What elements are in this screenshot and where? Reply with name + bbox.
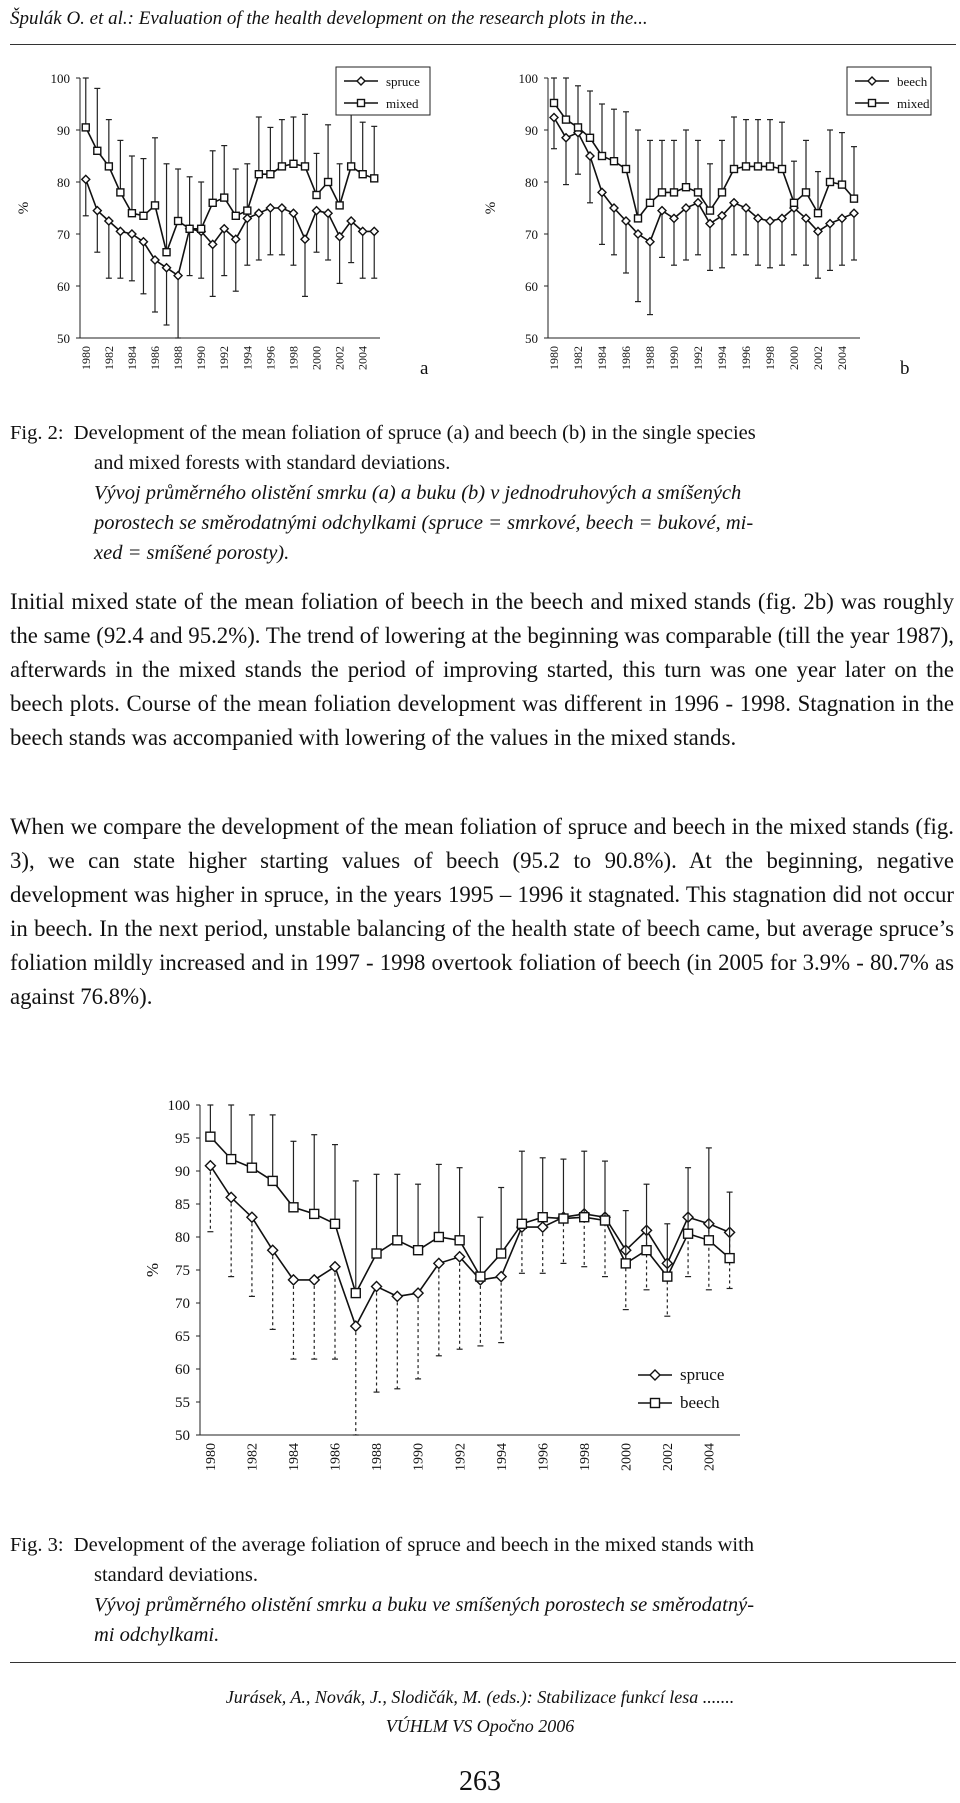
beech-point [850, 209, 858, 217]
y-tick-label: 90 [525, 123, 538, 138]
beech-line [210, 1137, 729, 1293]
fig2b-chart [485, 62, 935, 392]
fig3-caption [10, 1530, 955, 1650]
x-tick-label: 2000 [787, 346, 801, 370]
beech-point [580, 1213, 589, 1222]
fig3-caption-cz-line2: mi odchylkami. [94, 1624, 220, 1646]
footer-citation-line1: Jurásek, A., Novák, J., Slodičák, M. (eds.): Stabilizace funkcí lesa ....... [225, 1687, 735, 1707]
beech-point [434, 1233, 443, 1242]
beech-point [562, 134, 570, 142]
beech-point [642, 1246, 651, 1255]
spruce-point [370, 227, 378, 235]
mixed-point [267, 171, 274, 178]
fig2-caption-english [10, 418, 955, 448]
y-tick-label: 100 [167, 1098, 190, 1114]
y-tick-label: 70 [175, 1296, 190, 1312]
beech-point [559, 1214, 568, 1223]
y-tick-label: 100 [50, 71, 70, 86]
beech-point [725, 1254, 734, 1263]
spruce-point [372, 1282, 382, 1292]
fig3-chart [130, 1085, 810, 1495]
spruce-point [392, 1291, 402, 1301]
fig2-caption [10, 418, 955, 568]
x-tick-label: 1996 [739, 346, 753, 370]
beech-point [550, 114, 558, 122]
spruce-point [351, 1321, 361, 1331]
mixed-point [244, 207, 251, 214]
footer-rule [10, 1662, 956, 1663]
mixed-point [175, 218, 182, 225]
mixed-point [186, 225, 193, 232]
y-tick-label: 80 [525, 175, 538, 190]
y-tick-label: 50 [57, 331, 70, 346]
y-tick-label: 80 [175, 1230, 190, 1246]
mixed-point [575, 124, 582, 131]
x-tick-label: 2004 [835, 346, 849, 370]
x-tick-label: 2002 [660, 1443, 676, 1471]
beech-point [694, 199, 702, 207]
y-tick-label: 60 [57, 279, 70, 294]
mixed-point [290, 160, 297, 167]
mixed-point [839, 181, 846, 188]
mixed-point [635, 215, 642, 222]
body-paragraph-2: When we compare the development of the mean foliation of spruce and beech in the mixed stands (fig. 3), we can state higher starting values of beech (95.2 to 90.8%). At the beginning, negative development was higher in spruce, in the years 1995 – 1996 it stagnated. This stagnation did not occur in beech. In the next period, unstable balancing of the health state of beech came, but average spruce’s foliation mildly increased and in 1997 - 1998 overtook foliation of beech (in 2005 for 3.9% - 80.7% as against 76.8%). [10, 814, 954, 1009]
legend-marker [651, 1399, 660, 1408]
x-tick-label: 2004 [702, 1443, 718, 1471]
y-tick-label: 75 [175, 1263, 190, 1279]
mixed-point [587, 134, 594, 141]
mixed-point [336, 202, 343, 209]
beech-point [601, 1216, 610, 1225]
x-tick-label: 1994 [240, 346, 255, 370]
x-tick-label: 2002 [811, 346, 825, 370]
mixed-point [163, 249, 170, 256]
y-tick-label: 90 [57, 123, 70, 138]
beech-point [621, 1259, 630, 1268]
mixed-point [105, 163, 112, 170]
spruce-point [538, 1222, 548, 1232]
y-tick-label: 95 [175, 1131, 190, 1147]
spruce-point [301, 235, 309, 243]
mixed-point [707, 207, 714, 214]
mixed-point [851, 195, 858, 202]
mixed-point [94, 147, 101, 154]
x-tick-label: 1990 [667, 346, 681, 370]
y-tick-label: 65 [175, 1329, 190, 1345]
spruce-point [434, 1258, 444, 1268]
mixed-point [278, 163, 285, 170]
mixed-point [152, 202, 159, 209]
beech-point [268, 1176, 277, 1185]
x-tick-label: 1998 [763, 346, 777, 370]
x-tick-label: 1986 [148, 346, 162, 370]
mixed-point [815, 210, 822, 217]
spruce-line [86, 179, 374, 275]
x-tick-label: 1992 [691, 346, 705, 370]
x-tick-label: 1988 [171, 346, 186, 370]
beech-point [684, 1229, 693, 1238]
fig2-caption-cz-line3: xed = smíšené porosty). [94, 542, 290, 564]
y-tick-label: 55 [175, 1395, 190, 1411]
x-tick-label: 2000 [619, 1443, 635, 1471]
mixed-point [743, 163, 750, 170]
spruce-point [413, 1288, 423, 1298]
mixed-point [767, 163, 774, 170]
x-tick-label: 1994 [494, 1443, 510, 1471]
spruce-point [313, 207, 321, 215]
spruce-point [82, 175, 90, 183]
mixed-point [255, 171, 262, 178]
beech-point [538, 1213, 547, 1222]
spruce-point [324, 209, 332, 217]
x-tick-label: 1996 [536, 1443, 552, 1471]
legend-label: beech [897, 74, 928, 89]
beech-point [331, 1219, 340, 1228]
body-paragraph-1: Initial mixed state of the mean foliation of beech in the beech and mixed stands (fig. 2b) was roughly the same (92.4 and 95.2%). The trend of lowering at the beginning was comparable (till the year 1987), afterwards in the mixed stands the period of improving started, this turn was one year later on the beech plots. Course of the mean foliation development was different in 1996 - 1998. Stagnation in the beech stands was accompanied with lowering of the values in the mixed stands. [10, 589, 954, 750]
fig3-caption-number: Fig. 3: [10, 1534, 64, 1556]
footer-citation [0, 1683, 960, 1741]
beech-point [414, 1246, 423, 1255]
fig2a-chart [10, 62, 450, 392]
x-tick-label: 2000 [309, 346, 324, 370]
mixed-point [779, 166, 786, 173]
mixed-point [82, 124, 89, 131]
x-tick-label: 1988 [643, 346, 657, 370]
mixed-point [611, 158, 618, 165]
mixed-point [827, 179, 834, 186]
x-tick-label: 1980 [204, 1443, 220, 1471]
beech-point [766, 217, 774, 225]
x-tick-label: 1982 [245, 1443, 261, 1471]
mixed-point [221, 194, 228, 201]
x-tick-label: 1986 [619, 346, 633, 370]
fig3-caption-en-line1: Development of the average foliation of spruce and beech in the mixed stands with [73, 1534, 755, 1556]
mixed-point [198, 225, 205, 232]
beech-point [289, 1203, 298, 1212]
mixed-point [313, 192, 320, 199]
x-tick-label: 1992 [217, 346, 232, 370]
mixed-point [371, 175, 378, 182]
legend-label: mixed [897, 96, 930, 111]
mixed-point [348, 163, 355, 170]
x-tick-label: 1990 [194, 346, 209, 370]
beech-point [393, 1236, 402, 1245]
legend-label: beech [680, 1393, 720, 1412]
beech-point [586, 152, 594, 160]
legend-label: spruce [386, 74, 420, 89]
beech-point [826, 220, 834, 228]
beech-point [455, 1236, 464, 1245]
beech-point [476, 1272, 485, 1281]
y-tick-label: 70 [57, 227, 70, 242]
fig2-caption-en-line1: Development of the mean foliation of spruce (a) and beech (b) in the single species [73, 422, 756, 444]
mixed-point [791, 199, 798, 206]
legend-marker [650, 1370, 660, 1380]
x-tick-label: 1990 [411, 1443, 427, 1471]
mixed-line [554, 103, 854, 218]
x-tick-label: 1996 [263, 346, 278, 370]
mixed-point [232, 212, 239, 219]
mixed-point [551, 99, 558, 106]
spruce-point [255, 209, 263, 217]
x-tick-label: 1986 [328, 1443, 344, 1471]
x-tick-label: 1992 [453, 1443, 469, 1471]
x-tick-label: 1998 [286, 346, 301, 370]
beech-point [310, 1209, 319, 1218]
mixed-point [755, 163, 762, 170]
header-rule [10, 44, 956, 45]
spruce-point [496, 1272, 506, 1282]
footer-citation-line2: VÚHLM VS Opočno 2006 [385, 1716, 575, 1736]
y-tick-label: 60 [525, 279, 538, 294]
fig2-caption-cz-line1: Vývoj průměrného olistění smrku (a) a buku (b) v jednodruhových a smíšených [94, 482, 742, 504]
beech-point [351, 1289, 360, 1298]
spruce-point [309, 1275, 319, 1285]
fig3-caption-cz-line1: Vývoj průměrného olistění smrku a buku ve smíšených porostech se směrodatný- [94, 1594, 755, 1616]
mixed-point [563, 116, 570, 123]
y-tick-label: 90 [175, 1164, 190, 1180]
x-tick-label: 1982 [101, 346, 116, 370]
x-tick-label: 1984 [124, 346, 139, 370]
mixed-point [647, 199, 654, 206]
fig3-caption-en-line2: standard deviations. [94, 1564, 258, 1586]
mixed-point [359, 171, 366, 178]
x-tick-label: 1988 [370, 1443, 386, 1471]
mixed-point [302, 163, 309, 170]
mixed-point [659, 189, 666, 196]
page-number: 263 [459, 1766, 501, 1797]
y-axis-label: % [16, 201, 32, 215]
spruce-point [266, 204, 274, 212]
mixed-point [683, 184, 690, 191]
y-tick-label: 50 [175, 1428, 190, 1444]
legend-label: mixed [386, 96, 419, 111]
fig2-caption-en-line2: and mixed forests with standard deviations. [94, 452, 451, 474]
mixed-point [803, 189, 810, 196]
beech-point [838, 214, 846, 222]
y-axis-label: % [143, 1262, 162, 1278]
y-tick-label: 50 [525, 331, 538, 346]
beech-point [372, 1249, 381, 1258]
spruce-point [268, 1245, 278, 1255]
x-tick-label: 2004 [355, 346, 370, 370]
spruce-point [330, 1262, 340, 1272]
fig2-caption-number: Fig. 2: [10, 422, 64, 444]
mixed-point [671, 189, 678, 196]
beech-line [554, 118, 854, 242]
beech-point [517, 1219, 526, 1228]
beech-point [206, 1132, 215, 1141]
y-tick-label: 70 [525, 227, 538, 242]
beech-point [247, 1163, 256, 1172]
fig2b-panel-label: b [900, 358, 910, 379]
x-tick-label: 1984 [595, 346, 609, 370]
x-tick-label: 1980 [547, 346, 561, 370]
spruce-point [288, 1275, 298, 1285]
mixed-point [599, 153, 606, 160]
y-tick-label: 100 [518, 71, 538, 86]
x-tick-label: 1994 [715, 346, 729, 370]
x-tick-label: 1998 [577, 1443, 593, 1471]
x-tick-label: 1982 [571, 346, 585, 370]
mixed-point [695, 189, 702, 196]
legend-marker [869, 100, 876, 107]
mixed-point [731, 166, 738, 173]
fig3-caption-english [10, 1530, 955, 1560]
y-tick-label: 60 [175, 1362, 190, 1378]
beech-point [663, 1272, 672, 1281]
fig2-caption-cz-line2: porostech se směrodatnými odchylkami (spruce = smrkové, beech = bukové, mi- [94, 512, 754, 534]
spruce-point [289, 209, 297, 217]
spruce-point [205, 1161, 215, 1171]
mixed-point [117, 189, 124, 196]
spruce-point [243, 214, 251, 222]
beech-point [658, 207, 666, 215]
y-tick-label: 80 [57, 175, 70, 190]
beech-point [706, 220, 714, 228]
legend-label: spruce [680, 1365, 725, 1384]
running-header: Špulák O. et al.: Evaluation of the health development on the research plots in the... [10, 8, 648, 29]
mixed-point [209, 199, 216, 206]
beech-point [704, 1236, 713, 1245]
mixed-point [623, 166, 630, 173]
y-axis-label: % [483, 201, 499, 215]
x-tick-label: 1984 [287, 1443, 303, 1471]
mixed-point [140, 212, 147, 219]
beech-point [227, 1155, 236, 1164]
mixed-point [325, 179, 332, 186]
mixed-point [719, 189, 726, 196]
x-tick-label: 1980 [78, 346, 93, 370]
mixed-point [128, 210, 135, 217]
beech-point [497, 1249, 506, 1258]
beech-point [646, 238, 654, 246]
x-tick-label: 2002 [332, 346, 347, 370]
legend-marker [358, 100, 365, 107]
spruce-point [278, 204, 286, 212]
fig2a-panel-label: a [420, 358, 429, 379]
y-tick-label: 85 [175, 1197, 190, 1213]
